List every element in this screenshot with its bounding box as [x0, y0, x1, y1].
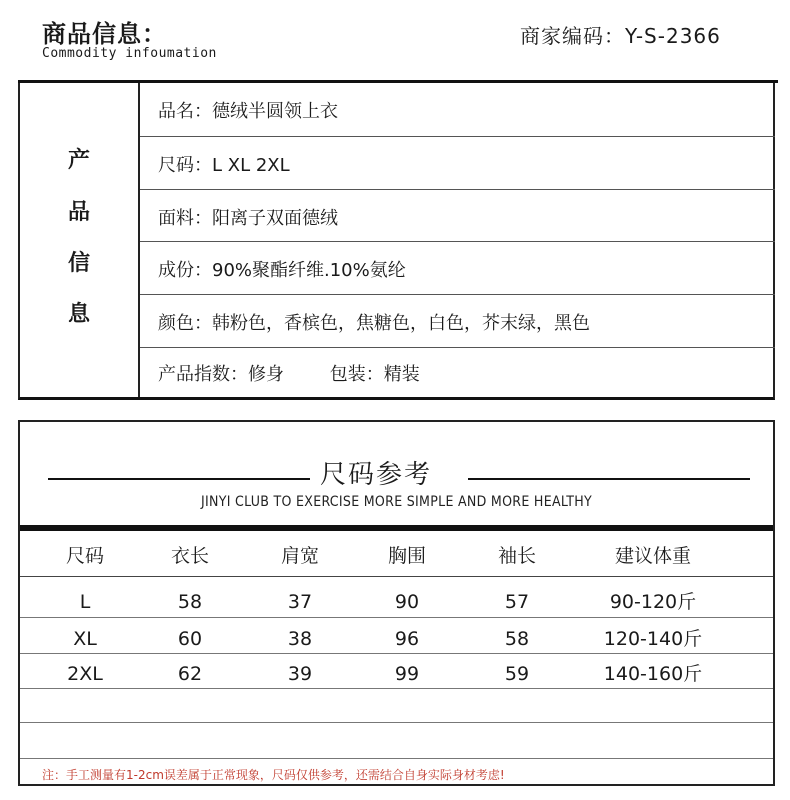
table-cell: L [79, 591, 91, 613]
table-cell: 62 [177, 663, 203, 685]
column-header: 建议体重 [614, 545, 691, 567]
size-table-header [20, 536, 773, 577]
info-row-composition [140, 242, 775, 295]
info-row-text: 尺码：L XL 2XL [158, 155, 290, 176]
title-rule-right [468, 478, 750, 480]
table-cell: 60 [177, 628, 203, 650]
table-cell: 96 [394, 628, 420, 650]
table-cell: 59 [504, 663, 530, 685]
table-cell: 140-160斤 [603, 663, 703, 685]
row-divider [20, 688, 773, 689]
product-info-side-label [20, 83, 140, 397]
measurement-note: 注：手工测量有1-2cm误差属于正常现象，尺码仅供参考，还需结合自身实际身材考虑! [42, 768, 505, 782]
table-cell: 99 [394, 663, 420, 685]
side-label-char: 产 [67, 148, 90, 173]
table-cell: 58 [504, 628, 530, 650]
merchant-code: 商家编码：Y-S-2366 [520, 24, 721, 48]
info-row-index-package [140, 348, 775, 398]
info-row-text: 颜色：韩粉色，香槟色，焦糖色，白色，芥末绿，黑色 [158, 313, 590, 334]
table-cell: 90-120斤 [609, 591, 697, 613]
size-table-top-bar [20, 525, 773, 531]
title-rule-left [48, 478, 310, 480]
info-row-text: 面料：阳离子双面德绒 [158, 208, 338, 229]
table-cell: 58 [177, 591, 203, 613]
table-cell: 57 [504, 591, 530, 613]
info-row-text: 品名：德绒半圆领上衣 [158, 101, 338, 122]
info-row-colors [140, 295, 775, 348]
header-title: 商品信息： [42, 20, 167, 48]
row-divider [20, 722, 773, 723]
size-title: 尺码参考 [320, 460, 433, 490]
column-header: 肩宽 [280, 545, 319, 567]
header-subtitle: Commodity infoumation [42, 46, 217, 61]
info-row-name [140, 83, 775, 137]
size-reference-panel [18, 420, 775, 786]
row-divider [20, 758, 773, 759]
table-cell: 90 [394, 591, 420, 613]
info-row-text: 产品指数：修身 包装：精装 [158, 364, 420, 385]
table-cell: 37 [287, 591, 313, 613]
column-header: 衣长 [170, 545, 209, 567]
side-label-char: 信 [67, 251, 90, 276]
table-row [20, 582, 773, 622]
table-cell: 120-140斤 [603, 628, 703, 650]
table-cell: XL [73, 628, 97, 650]
product-info-table [18, 83, 775, 400]
column-header: 胸围 [387, 545, 426, 567]
page-header [0, 0, 790, 82]
column-header: 袖长 [497, 545, 536, 567]
side-label-char: 息 [67, 302, 90, 327]
info-row-fabric [140, 190, 775, 242]
side-label-char: 品 [67, 200, 90, 225]
size-subtitle: JINYI CLUB TO EXERCISE MORE SIMPLE AND MORE HEALTHY [200, 494, 593, 510]
size-title-block [20, 422, 773, 528]
table-cell: 2XL [67, 663, 103, 685]
column-header: 尺码 [65, 545, 104, 567]
table-cell: 38 [287, 628, 313, 650]
info-row-text: 成份：90%聚酯纤维.10%氨纶 [158, 260, 406, 281]
row-divider [20, 617, 773, 618]
info-row-size [140, 137, 775, 190]
table-cell: 39 [287, 663, 313, 685]
